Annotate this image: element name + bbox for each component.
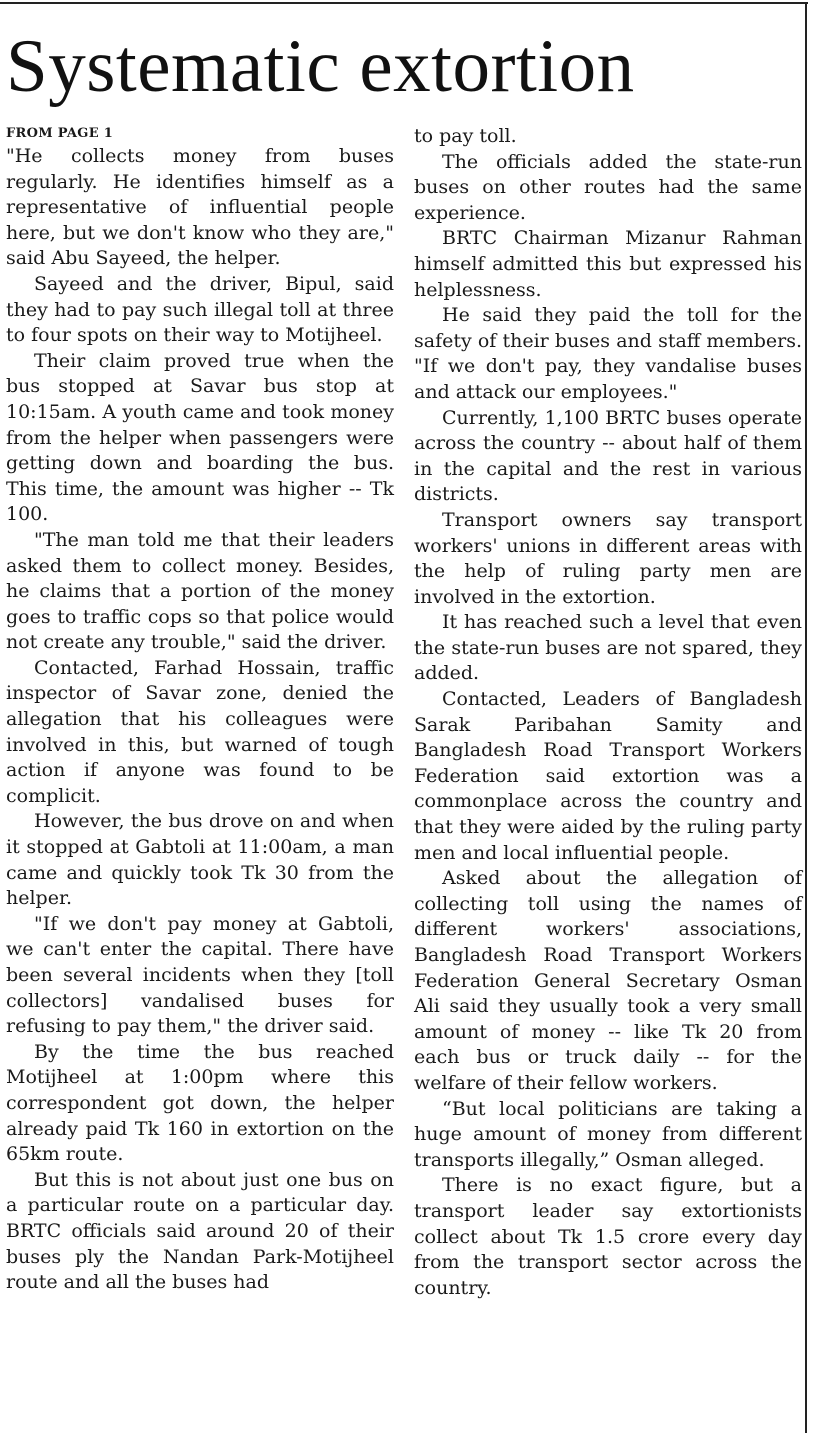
article-paragraph: It has reached such a level that even the state-run buses are not spared, they added. [414, 611, 802, 685]
byline: FROM PAGE 1 [6, 126, 114, 141]
column-border-divider [805, 2, 807, 1433]
article-paragraph: BRTC Chairman Mizanur Rahman himself admitted this but expressed his helplessness. [414, 227, 802, 301]
article-paragraph: "He collects money from buses regularly. He identifies himself as a representative of influential people here, but we don't know who they are," said Abu Sayeed, the helper. [6, 145, 394, 270]
article-paragraph: But this is not about just one bus on a particular route on a particular day. BRTC officials said around 20 of their buses ply the Nandan Park-Motijheel route and all the buses had [6, 1168, 394, 1294]
article-paragraph: "If we don't pay money at Gabtoli, we can't enter the capital. There have been several incidents when they [toll collectors] vandalised buses for refusing to pay them," the driver said. [6, 912, 394, 1038]
article-headline: Systematic extortion [6, 25, 635, 108]
article-paragraph: However, the bus drove on and when it stopped at Gabtoli at 11:00am, a man came and quickly took Tk 30 from the helper. [6, 810, 394, 910]
article-paragraph: He said they paid the toll for the safety of their buses and staff members. "If we don't pay, they vandalise buses and attack our employees." [414, 304, 802, 403]
article-paragraph: "The man told me that their leaders asked them to collect money. Besides, he claims that a portion of the money goes to traffic cops so that police would not create any trouble," said the driver. [6, 528, 394, 654]
article-column-left [6, 124, 394, 1296]
article-paragraph: Contacted, Farhad Hossain, traffic inspector of Savar zone, denied the allegation that his colleagues were involved in this, but warned of tough action if anyone was found to be complicit. [6, 656, 394, 807]
article-paragraph: Their claim proved true when the bus stopped at Savar bus stop at 10:15am. A youth came and took money from the helper when passengers were getting down and boarding the bus. This time, the amount was higher -- Tk 100. [6, 349, 394, 526]
top-rule-divider [0, 2, 808, 4]
article-paragraph: The officials added the state-run buses on other routes had the same experience. [414, 150, 802, 224]
article-paragraph: to pay toll. [414, 125, 517, 147]
article-paragraph: Transport owners say transport workers' unions in different areas with the help of ruling party men are involved in the extortion. [414, 508, 802, 608]
article-paragraph: Sayeed and the driver, Bipul, said they had to pay such illegal toll at three to four spots on their way to Motijheel. [6, 272, 394, 347]
article-paragraph: Asked about the allegation of collecting toll using the names of different workers' associations, Bangladesh Road Transport Workers Federation General Secretary Osman Ali said they usually took a very small amount of money -- like Tk 20 from each bus or truck daily -- for the welfare of their fellow workers. [414, 867, 802, 1094]
article-paragraph: By the time the bus reached Motijheel at 1:00pm where this correspondent got down, the helper already paid Tk 160 in extortion on the 65km route. [6, 1040, 394, 1166]
article-paragraph: Contacted, Leaders of Bangladesh Sarak Paribahan Samity and Bangladesh Road Transport Workers Federation said extortion was a commonplace across the country and that they were aided by the ruling party men and local influential people. [414, 688, 802, 864]
article-paragraph: There is no exact figure, but a transport leader say extortionists collect about Tk 1.5 crore every day from the transport sector across the country. [414, 1174, 802, 1299]
article-paragraph: Currently, 1,100 BRTC buses operate across the country -- about half of them in the capital and the rest in various districts. [414, 406, 802, 506]
article-column-right [414, 124, 802, 1301]
article-paragraph: “But local politicians are taking a huge amount of money from different transports illegally,” Osman alleged. [414, 1097, 802, 1171]
